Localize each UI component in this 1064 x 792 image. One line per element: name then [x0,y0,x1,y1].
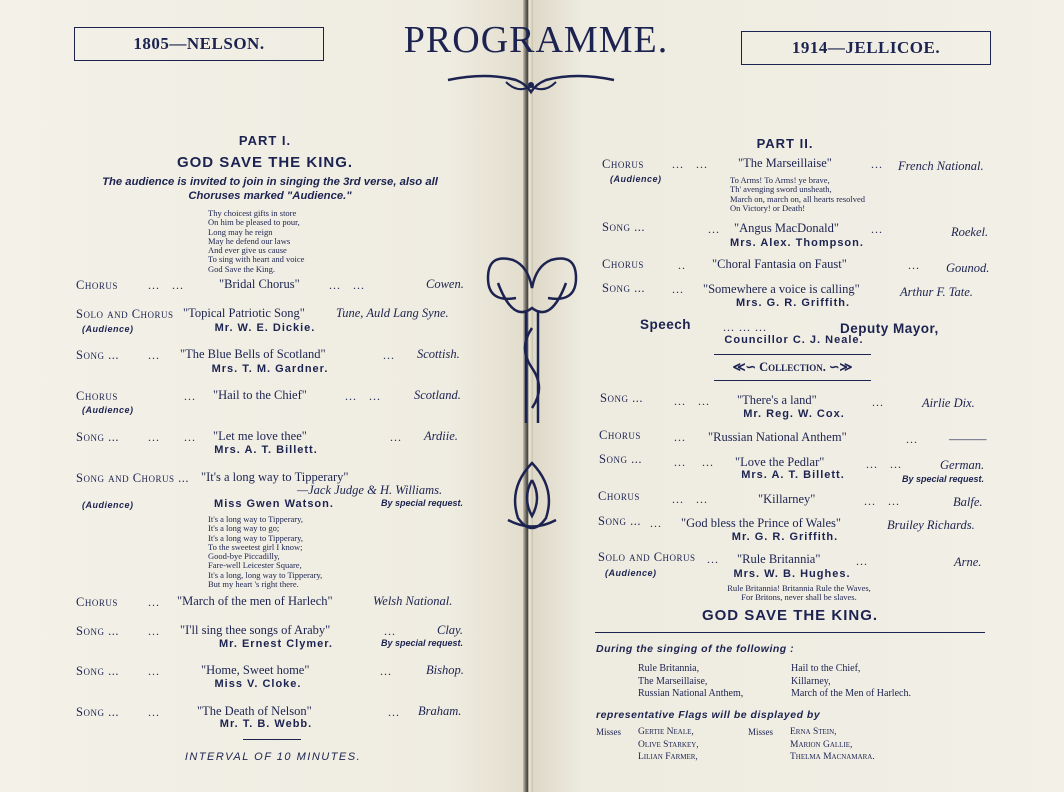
leader-dots: .. [678,258,686,272]
composer: Bishop. [426,663,464,677]
verse-line: Th' avenging sword unsheath, [730,184,832,195]
special-request: By special request. [381,498,464,508]
verse-line: It's a long way to Tipperary, [208,514,303,524]
composer: Roekel. [951,225,989,239]
collection-text: Collection. [759,360,826,374]
item-type: Chorus [602,157,644,171]
composer: Welsh National. [373,594,453,608]
song-title: "Somewhere a voice is calling" [703,282,860,296]
leader-dots: ... [184,389,196,403]
composer: Arne. [954,555,982,569]
item-type: Song ... [76,664,119,678]
composer: Cowen. [426,277,464,291]
item-type: Solo and Chorus [598,550,696,564]
collection-rule-bottom [714,380,871,381]
verse-line: To the sweetest girl I know; [208,541,303,552]
composer: Arthur F. Tate. [900,285,973,299]
verse-line: It's a long way to go; [208,523,280,534]
item-type: Chorus [76,389,118,403]
leader-dots: ... [390,430,402,444]
composer: Clay. [437,623,464,637]
item-type: Chorus [76,595,118,609]
leader-dots: ... [388,705,400,719]
performer: Mrs. A. T. Billett. [214,444,318,456]
interval: INTERVAL OF 10 MINUTES. [184,751,362,763]
leader-dots: ... ... [148,430,196,444]
leader-dots: ... [908,258,920,272]
composer: Tune, Auld Lang Syne. [336,306,449,320]
item-type: Song ... [600,391,643,405]
song-list-item: Russian National Anthem, [638,688,744,699]
composer: Bruiley Richards. [887,518,975,532]
flag-holder: Erna Stein, [790,727,837,737]
collection-label [714,359,871,375]
performer: Miss V. Cloke. [214,678,302,690]
leader-dots: ... ... [672,157,708,171]
verse-line: On him be pleased to pour, [208,217,300,228]
song-title: "Topical Patriotic Song" [183,306,305,320]
flag-holder: Marion Gallie, [790,739,853,750]
performer: Mr. Reg. W. Cox. [743,408,845,420]
nelson-box: 1805—NELSON. [74,27,324,61]
song-title: "The Marseillaise" [738,156,832,170]
leader-dots: ... ... ... [723,320,767,334]
song-title: "Home, Sweet home" [201,663,310,677]
item-type: Chorus [76,278,118,292]
item-type: Song ... [76,705,119,719]
flags-column-2 [790,726,875,764]
leader-dots: ... ... [674,394,710,408]
flags-note: representative Flags will be displayed by [596,709,821,721]
leader-dots: ... [148,348,160,362]
leader-dots: ... [384,624,396,638]
composer: Scotland. [414,388,461,402]
tipperary-verse [208,515,322,589]
item-type: Chorus [599,428,641,442]
song-title: "Angus MacDonald" [734,221,839,235]
part2-heading: PART II. [756,136,814,151]
verse-line: March on, march on, all hearts resolved [730,193,866,204]
marseillaise-verse [730,176,865,213]
verse-line: It's a long way to Tipperary, [208,532,303,543]
during-note: During the singing of the following : [596,643,795,655]
leader-dots: ... [707,552,719,566]
composer: Gounod. [946,261,990,275]
song-list-item: Hail to the Chief, [791,663,861,674]
verse-line: Long may he reign [208,226,273,237]
song-title: "It's a long way to Tipperary" [201,470,349,484]
divider-line [243,739,301,740]
special-request: By special request. [381,638,464,648]
audience-tag: (Audience) [82,405,134,415]
verse-line: Rule Britannia! Britannia Rule the Waves, [727,583,871,593]
song-title: "God bless the Prince of Wales" [681,516,841,530]
speech-by: Deputy Mayor, [840,321,939,336]
part1-anthem: GOD SAVE THE KING. [176,154,354,171]
composer: ——— [949,432,987,446]
leader-dots: ... [856,554,868,568]
performer: Mr. W. E. Dickie. [214,322,316,334]
leader-dots: ... [380,664,392,678]
verse-line: May he defend our laws [208,235,291,246]
performer: Mrs. Alex. Thompson. [730,237,864,249]
composer: Ardiie. [424,429,458,443]
center-ornament [478,248,586,540]
performer: Miss Gwen Watson. [214,498,334,510]
audience-note-2: Choruses marked "Audience." [188,190,352,202]
verse-line: On Victory! or Death! [730,202,806,213]
song-title: "Hail to the Chief" [213,388,307,402]
verse-line: Thy choicest gifts in store [208,208,297,218]
leader-dots: ... [871,222,883,236]
song-title: "Rule Britannia" [737,552,821,566]
flags-column-1 [638,726,699,764]
leader-dots: ... [148,664,160,678]
verse-line: For Britons, never shall be slaves. [741,592,857,603]
audience-note-1: The audience is invited to join in singing the 3rd verse, also all [102,176,438,188]
speech-label: Speech [640,317,692,332]
leader-dots: ... [383,348,395,362]
audience-tag: (Audience) [82,500,134,510]
leader-dots: ... ... [864,494,900,508]
song-list-item: Rule Britannia, [638,663,700,674]
leader-dots: ... ... [674,455,714,469]
songs-column-2 [791,663,911,701]
closing-rule [595,632,985,633]
leader-dots: ... [871,157,883,171]
performer: Mrs. W. B. Hughes. [733,568,851,580]
flag-holder: Lilian Farmer, [638,752,698,762]
leader-dots: ... [148,624,160,638]
song-title: "Russian National Anthem" [708,430,847,444]
song-title: "Killarney" [758,492,816,506]
item-type: Song ... [76,348,119,362]
song-title: "The Death of Nelson" [197,704,312,718]
composer: Balfe. [953,495,983,509]
song-list-item: The Marseillaise, [638,675,708,687]
song-title: "Let me love thee" [213,429,307,443]
composer: —Jack Judge & H. Williams. [297,483,443,497]
leader-dots: ... [148,595,160,609]
flourish-right-icon: ∽≫ [825,360,853,374]
verse-line: And ever give us cause [208,245,287,256]
item-type: Song ... [599,452,642,466]
leader-dots: ... [674,430,686,444]
leader-dots: ... ... [866,457,902,471]
leader-dots: ... [672,282,684,296]
anthem-verse [208,209,304,274]
song-title: "Choral Fantasia on Faust" [712,257,847,271]
songs-column-1 [638,663,743,701]
flag-holder: Thelma Macnamara. [790,752,875,762]
leader-dots: ... [872,395,884,409]
jellicoe-box: 1914—JELLICOE. [741,31,991,65]
song-list-item: Killarney, [791,675,831,687]
item-type: Song ... [76,624,119,638]
audience-tag: (Audience) [610,174,662,184]
leader-dots: ... [148,705,160,719]
collection-rule-top [714,354,871,355]
performer: Mrs. T. M. Gardner. [211,363,329,375]
special-request: By special request. [902,474,985,484]
verse-line: To sing with heart and voice [208,254,305,265]
part2-anthem: GOD SAVE THE KING. [701,607,879,624]
performer: Mrs. G. R. Griffith. [735,297,851,309]
item-type: Song and Chorus ... [76,471,190,485]
leader-dots: ... ... [329,278,365,292]
leader-dots: ... [708,222,720,236]
verse-line: Fare-well Leicester Square, [208,560,302,571]
leader-dots: ... ... [672,492,708,506]
speech-name: Councillor C. J. Neale. [724,334,864,346]
rule-britannia-verse [684,584,914,603]
composer: Airlie Dix. [922,396,975,410]
leader-dots: ... [906,432,918,446]
song-title: "March of the men of Harlech" [177,594,333,608]
song-title: "Love the Pedlar" [735,455,825,469]
page-title: PROGRAMME. [403,19,669,61]
part1-heading: PART I. [238,133,292,148]
leader-dots: ... [650,516,662,530]
leader-dots: ... ... [148,278,184,292]
performer: Mr. Ernest Clymer. [219,638,333,650]
composer: Braham. [418,704,462,718]
song-list-item: March of the Men of Harlech. [791,688,911,699]
composer: Scottish. [417,347,460,361]
item-type: Chorus [598,489,640,503]
verse-line: God Save the King. [208,263,276,274]
item-type: Song ... [598,514,641,528]
performer: Mrs. A. T. Billett. [741,469,845,481]
performer: Mr. G. R. Griffith. [731,531,839,543]
misses-label-2: Misses [748,727,774,737]
flourish-left-icon: ≪∽ [732,360,760,374]
audience-tag: (Audience) [605,568,657,578]
flag-holder: Gertie Neale, [638,727,694,737]
composer: French National. [898,159,984,173]
misses-label-1: Misses [596,727,622,737]
item-type: Song ... [76,430,119,444]
item-type: Song ... [602,220,645,234]
flag-holder: Olive Starkey, [638,739,699,750]
song-title: "There's a land" [737,393,817,407]
item-type: Solo and Chorus [76,307,174,321]
performer: Mr. T. B. Webb. [219,718,313,730]
song-title: "The Blue Bells of Scotland" [180,347,326,361]
audience-tag: (Audience) [82,324,134,334]
header-ornament [446,68,616,98]
item-type: Song ... [602,281,645,295]
verse-line: It's a long, long way to Tipperary, [208,569,323,580]
song-title: "I'll sing thee songs of Araby" [180,623,331,637]
verse-line: To Arms! To Arms! ye brave, [730,175,830,185]
item-type: Chorus [602,257,644,271]
verse-line: But my heart 's right there. [208,579,299,590]
leader-dots: ... ... [345,389,381,403]
song-title: "Bridal Chorus" [219,277,300,291]
composer: German. [940,458,985,472]
verse-line: Good-bye Piccadilly, [208,551,280,562]
